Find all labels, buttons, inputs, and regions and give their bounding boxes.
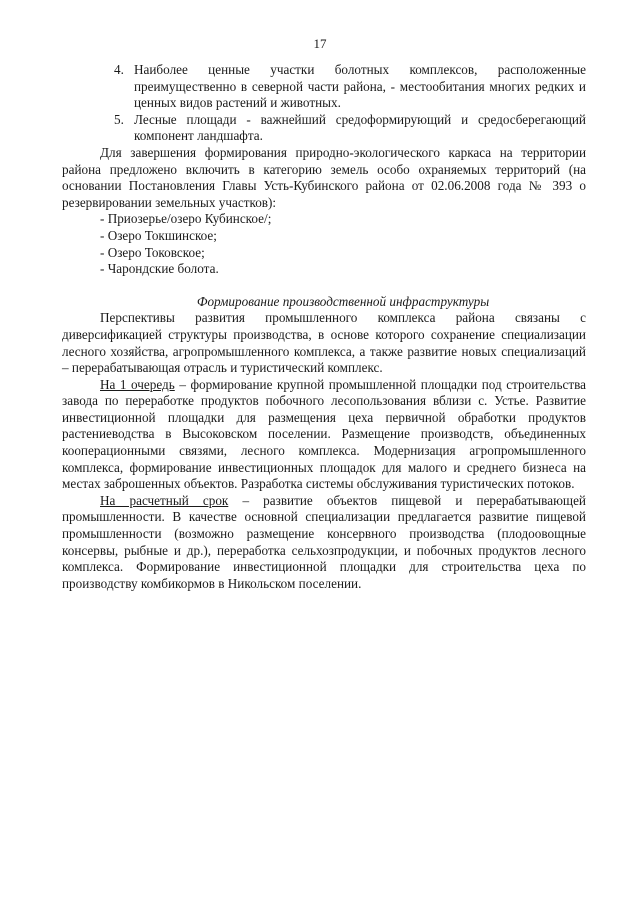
item-text: Лесные площади - важнейший средоформирующий и средосберегающий компонент ландшафта.	[134, 111, 586, 144]
numbered-item	[114, 112, 586, 145]
protected-area-item: - Озеро Токовское;	[100, 244, 205, 260]
protected-area-item: - Приозерье/озеро Кубинское/;	[100, 211, 272, 227]
first-stage-label: На 1 очередь	[100, 376, 175, 392]
paragraph-prospects: Перспективы развития промышленного комплекса района связаны с диверсификацией структуры производства, в основе которого сохранение специализации лесного хозяйства, агропромышленного комплекса, а также развитие новых специализаций – перерабатывающая отрасль и туристический комплекс.	[62, 310, 586, 376]
paragraph-estimated-term	[62, 493, 586, 593]
page-body	[62, 62, 586, 592]
estimated-term-label: На расчетный срок	[100, 492, 229, 508]
page-number: 17	[313, 36, 327, 51]
protected-area-item: - Озеро Токшинское;	[100, 227, 217, 243]
numbered-item	[114, 62, 586, 112]
estimated-term-text: – развитие объектов пищевой и перерабатывающей промышленности. В качестве основной специализации предлагается развитие пищевой промышленности (возможно размещение консервного производства (плодоовощные консервы, рыбные и др.), переработка сельхозпродукции, и побочных продуктов лесного комплекса. Формирование инвестиционной площадки для строительства цеха по производству комбикормов в Никольском поселении.	[62, 492, 586, 591]
item-text: Наиболее ценные участки болотных комплексов, расположенные преимущественно в северной части района, - местообитания многих редких и ценных видов растений и животных.	[134, 62, 586, 111]
protected-area-item: - Чарондские болота.	[100, 261, 219, 277]
paragraph-first-stage	[62, 377, 586, 493]
item-number: 4.	[114, 62, 124, 77]
first-stage-text: – формирование крупной промышленной площадки под строительства завода по переработке продуктов побочного лесопользования вблизи с. Устье. Развитие инвестиционной площадки для размещения цеха первичной обработки продуктов растениеводства в Высоковском поселении. Размещение производств, объединенных кооперационными связями, лесного комплекса. Модернизация агропромышленного комплекса, формирование инвестиционных площадок для малого и среднего бизнеса на местах заброшенных объектов. Разработка системы обслуживания туристических потоков.	[62, 376, 586, 492]
section-heading: Формирование производственной инфраструктуры	[196, 293, 490, 309]
intro-paragraph: Для завершения формирования природно-экологического каркаса на территории района предложено включить в категорию земель особо охраняемых территорий (на основании Постановления Главы Усть-Кубинского района от 02.06.2008 года № 393 о резервировании земельных участков):	[62, 144, 586, 210]
item-number: 5.	[114, 111, 124, 127]
